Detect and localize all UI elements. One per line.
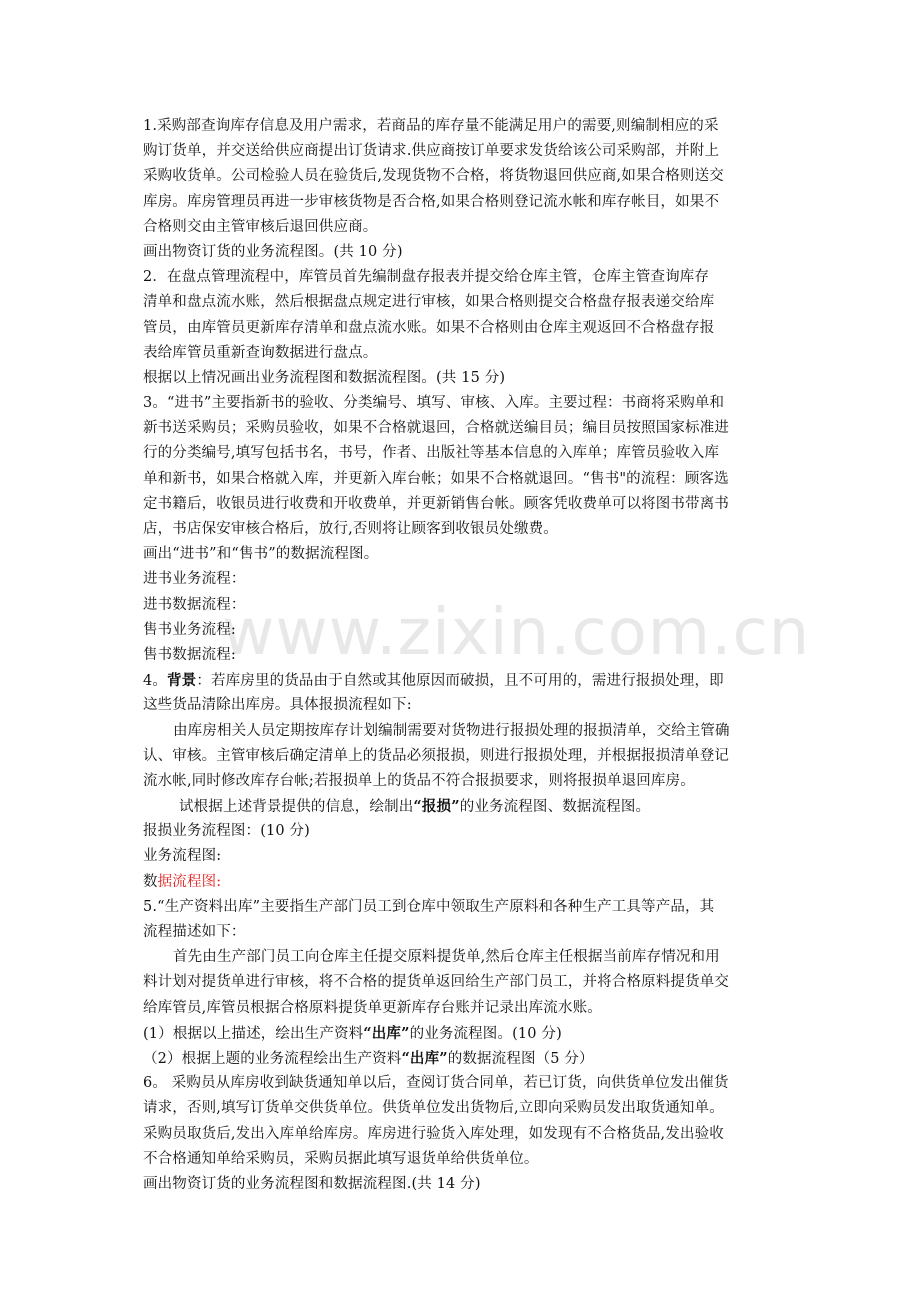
q4-line-1 xyxy=(143,668,783,693)
q5-line-3: 首先由生产部门员工向仓库主任提交原料提货单,然后仓库主任根据当前库存情况和用 xyxy=(173,949,720,966)
q4-line-1-text: ：若库房里的货品由于自然或其他原因而破损，且不可用的，需进行报损处理，即 xyxy=(196,673,724,690)
question-3 xyxy=(143,391,783,668)
q2-line-1: 2．在盘点管理流程中，库管员首先编制盘存报表并提交给仓库主管，仓库主管查询库存 xyxy=(143,269,710,286)
q5-task-2 xyxy=(143,1046,783,1071)
question-4 xyxy=(143,668,783,895)
q4-task xyxy=(143,794,783,819)
q3-answer-4: 售书数据流程: xyxy=(143,646,236,663)
q1-line-5: 合格则交由主管审核后退回供应商。 xyxy=(143,218,378,235)
q3-line-1: 3。“进书”主要指新书的验收、分类编号、填写、审核、入库。主要过程：书商将采购单和 xyxy=(143,395,725,412)
question-1 xyxy=(143,114,783,265)
q4-task-bold: “报损” xyxy=(413,798,460,816)
q3-line-3: 行的分类编号,填写包括书名，书号，作者、出版社等基本信息的入库单；库管员验收入库 xyxy=(143,445,720,462)
q5-line-4: 料计划对提货单进行审核，将不合格的提货单返回给生产部门员工，并将合格原料提货单交 xyxy=(143,974,729,991)
q3-answer-1: 进书业务流程： xyxy=(143,571,246,588)
q3-line-5: 定书籍后，收银员进行收费和开收费单，并更新销售台帐。顾客凭收费单可以将图书带离书 xyxy=(143,495,729,512)
q3-line-6: 店，书店保安审核合格后，放行,否则将让顾客到收银员处缴费。 xyxy=(143,521,558,537)
q2-task: 根据以上情况画出业务流程图和数据流程图。(共 15 分) xyxy=(143,369,506,386)
q6-line-4: 不合格通知单给采购员，采购员据此填写退货单给供货单位。 xyxy=(143,1150,539,1167)
watermark: www.zixin.com.cn xyxy=(222,596,811,670)
question-5 xyxy=(143,895,783,1071)
q2-line-2: 清单和盘点流水账，然后根据盘点规定进行审核，如果合格则提交合格盘存报表递交给库 xyxy=(143,294,715,311)
q3-answer-3: 售书业务流程: xyxy=(143,621,236,638)
q4-answer-3-black: 数 xyxy=(143,873,158,890)
q5-task-1-pre: (1）根据以上描述，绘出生产资料 xyxy=(143,1025,364,1042)
q5-line-1: 5.“生产资料出库”主要指生产部门员工到仓库中领取生产原料和各种生产工具等产品，其 xyxy=(143,898,715,915)
q5-line-5: 给库管员,库管员根据合格原料提货单更新库存台账并记录出库流水账。 xyxy=(143,999,602,1016)
q2-line-4: 表给库管员重新查询数据进行盘点。 xyxy=(143,344,378,361)
q4-line-5: 流水帐,同时修改库存台帐;若报损单上的货品不符合报损要求，则将报损单退回库房。 xyxy=(143,772,695,789)
q1-task: 画出物资订货的业务流程图。(共 10 分) xyxy=(143,243,403,260)
q4-answer-3-red: 据流程图: xyxy=(157,873,222,890)
q4-background-label: 背景 xyxy=(167,672,197,690)
q5-task-2-post: 的数据流程图（5 分） xyxy=(447,1050,594,1067)
q4-line-2: 这些货品清除出库房。具体报损流程如下: xyxy=(143,697,412,714)
question-2 xyxy=(143,265,783,391)
q1-line-1: 1.采购部查询库存信息及用户需求，若商品的库存量不能满足用户的需要,则编制相应的采 xyxy=(143,118,719,134)
q3-line-2: 新书送采购员；采购员验收，如果不合格就退回，合格就送编目员；编目员按照国家标准进 xyxy=(143,420,729,437)
q4-answer-3 xyxy=(143,870,783,895)
document-body xyxy=(143,114,783,1197)
q6-line-1: 6。 采购员从库房收到缺货通知单以后，查阅订货合同单，若已订货，向供货单位发出催货 xyxy=(143,1075,729,1092)
q3-line-4: 单和新书，如果合格就入库，并更新入库台帐；如果不合格就退回。“售书"的流程：顾客选 xyxy=(143,470,729,487)
q4-line-3: 由库房相关人员定期按库存计划编制需要对货物进行报损处理的报损清单，交给主管确 xyxy=(173,722,730,739)
q2-line-3: 管员，由库管员更新库存清单和盘点流水账。如果不合格则由仓库主观返回不合格盘存报 xyxy=(143,319,715,336)
q1-line-4: 库房。库房管理员再进一步审核货物是否合格,如果合格则登记流水帐和库存帐目，如果不 xyxy=(143,193,720,210)
q6-line-3: 采购员取货后,发出入库单给库房。库房进行验货入库处理，如发现有不合格货品,发出验收 xyxy=(143,1125,724,1142)
q3-task: 画出“进书”和“售书”的数据流程图。 xyxy=(143,546,379,563)
q5-task-2-bold: “出库” xyxy=(401,1049,448,1067)
q5-line-2: 流程描述如下： xyxy=(143,924,246,940)
q3-answer-2: 进书数据流程： xyxy=(143,596,246,613)
q6-line-2: 请求，否则,填写订货单交供货单位。供货单位发出货物后,立即向采购员发出取货通知单。 xyxy=(143,1100,724,1117)
q5-task-1-bold: “出库” xyxy=(363,1024,410,1042)
q6-task: 画出物资订货的业务流程图和数据流程图.(共 14 分) xyxy=(143,1175,481,1192)
q4-answer-1: 报损业务流程图：(10 分) xyxy=(143,823,310,840)
q4-task-pre: 试根据上述背景提供的信息，绘制出 xyxy=(179,799,414,816)
q1-line-2: 购订货单，并交送给供应商提出订货请求.供应商按订单要求发货给该公司采购部，并附上 xyxy=(143,143,720,160)
question-6 xyxy=(143,1071,783,1197)
q4-task-post: 的业务流程图、数据流程图。 xyxy=(459,799,651,816)
q4-number: 4。 xyxy=(143,673,168,690)
q5-task-2-pre: （2）根据上题的业务流程绘出生产资料 xyxy=(143,1050,402,1067)
q4-line-4: 认、审核。主管审核后确定清单上的货品必须报损，则进行报损处理，并根据报损清单登记 xyxy=(143,747,729,764)
q5-task-1-post: 的业务流程图。(10 分) xyxy=(409,1025,562,1042)
q5-task-1 xyxy=(143,1021,783,1046)
q4-answer-2: 业务流程图: xyxy=(143,848,222,865)
q1-line-3: 采购收货单。公司检验人员在验货后,发现货物不合格，将货物退回供应商,如果合格则送交 xyxy=(143,168,724,185)
